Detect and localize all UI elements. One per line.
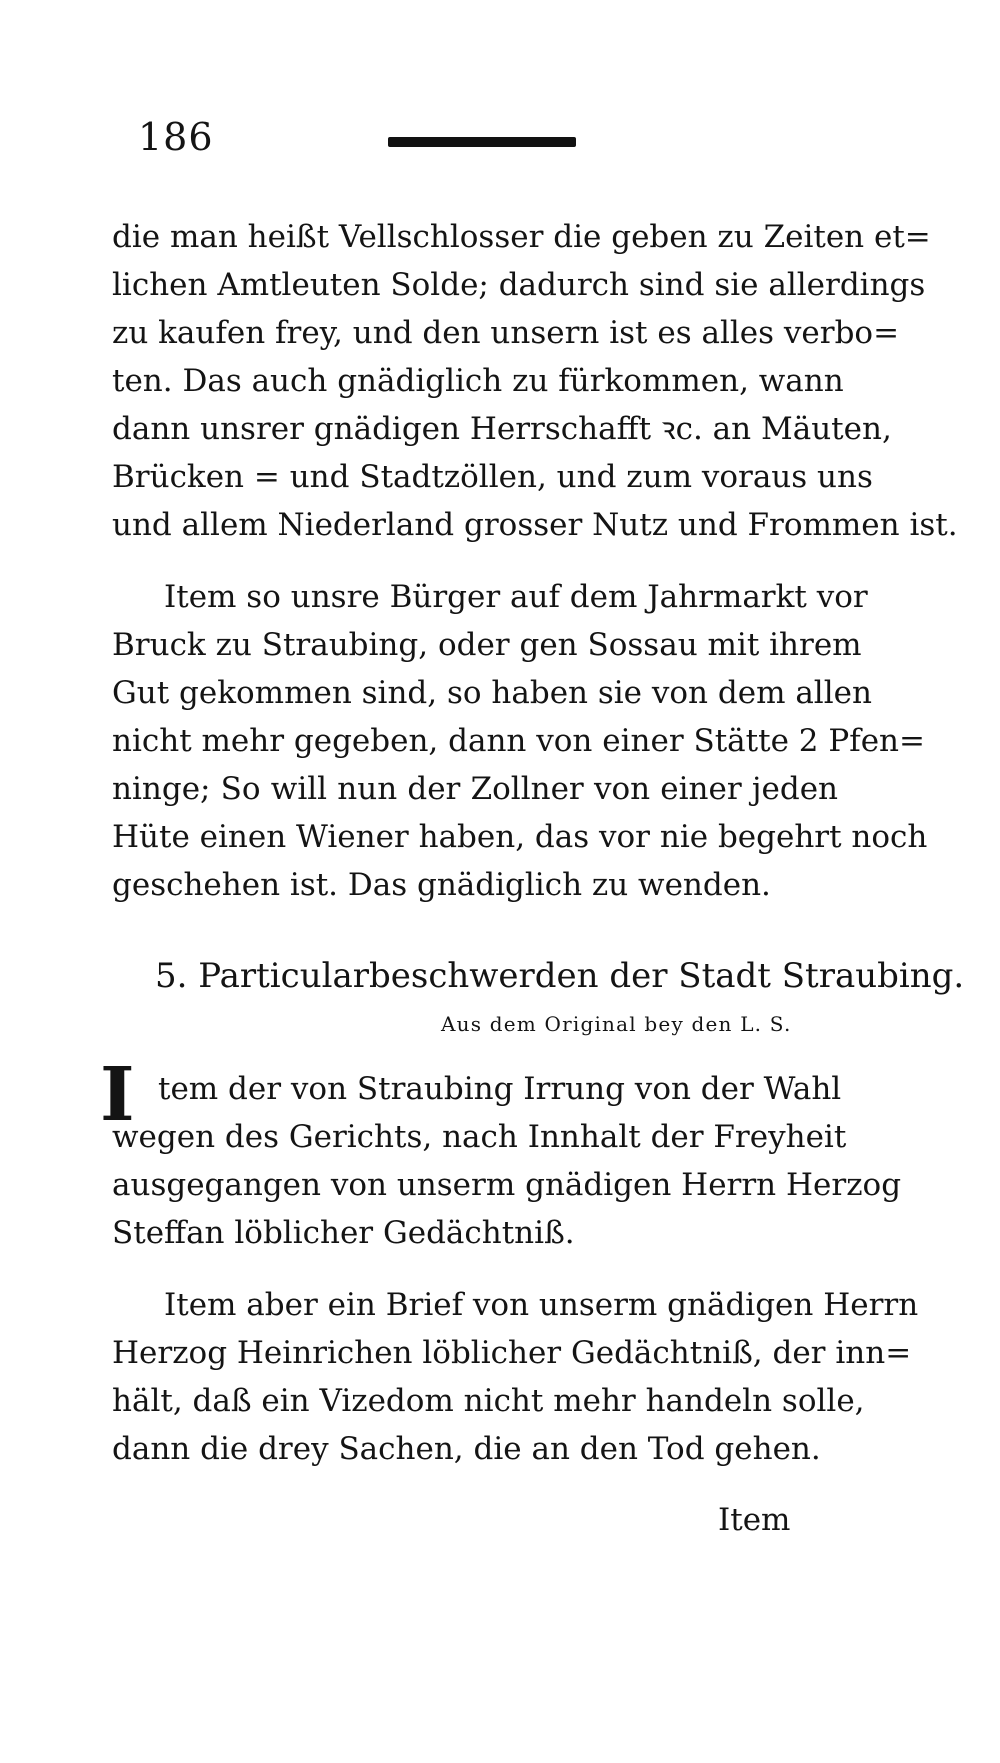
text-line: ausgegangen von unserm gnädigen Herrn Herzog [112, 1167, 902, 1203]
text-line: Bruck zu Straubing, oder gen Sossau mit ihrem [112, 627, 862, 663]
text-line: ninge; So will nun der Zollner von einer jeden [112, 771, 838, 807]
text-line: Steffan löblicher Gedächtniß. [112, 1215, 575, 1251]
text-line: dann die drey Sachen, die an den Tod gehen. [112, 1431, 821, 1467]
header-rule [388, 137, 576, 147]
text-line: geschehen ist. Das gnädiglich zu wenden. [112, 867, 771, 903]
text-line: Hüte einen Wiener haben, das vor nie begehrt noch [112, 819, 928, 855]
section-heading: 5. Particularbeschwerden der Stadt Straubing. [155, 956, 965, 996]
text-line: Item so unsre Bürger auf dem Jahrmarkt vor [164, 579, 868, 615]
text-line: zu kaufen frey, und den unsern ist es alles verbo= [112, 315, 900, 351]
text-line: wegen des Gerichts, nach Innhalt der Freyheit [112, 1119, 847, 1155]
drop-initial: I [100, 1052, 135, 1138]
text-line: nicht mehr gegeben, dann von einer Stätte 2 Pfen= [112, 723, 925, 759]
text-line: Herzog Heinrichen löblicher Gedächtniß, der inn= [112, 1335, 912, 1371]
text-line: Brücken = und Stadtzöllen, und zum voraus uns [112, 459, 873, 495]
page-number: 186 [138, 115, 214, 159]
text-line: lichen Amtleuten Solde; dadurch sind sie allerdings [112, 267, 926, 303]
text-line: hält, daß ein Vizedom nicht mehr handeln solle, [112, 1383, 865, 1419]
text-line: die man heißt Vellschlosser die geben zu Zeiten et= [112, 219, 931, 255]
catchword: Item [718, 1502, 791, 1538]
text-line: dann unsrer gnädigen Herrschafft ꝛc. an Mäuten, [112, 411, 892, 447]
source-note: Aus dem Original bey den L. S. [441, 1012, 792, 1036]
text-line: ten. Das auch gnädiglich zu fürkommen, wann [112, 363, 844, 399]
text-line: tem der von Straubing Irrung von der Wahl [158, 1071, 842, 1107]
text-line: Item aber ein Brief von unserm gnädigen Herrn [164, 1287, 919, 1323]
text-line: Gut gekommen sind, so haben sie von dem allen [112, 675, 872, 711]
text-line: und allem Niederland grosser Nutz und Frommen ist. [112, 507, 958, 543]
